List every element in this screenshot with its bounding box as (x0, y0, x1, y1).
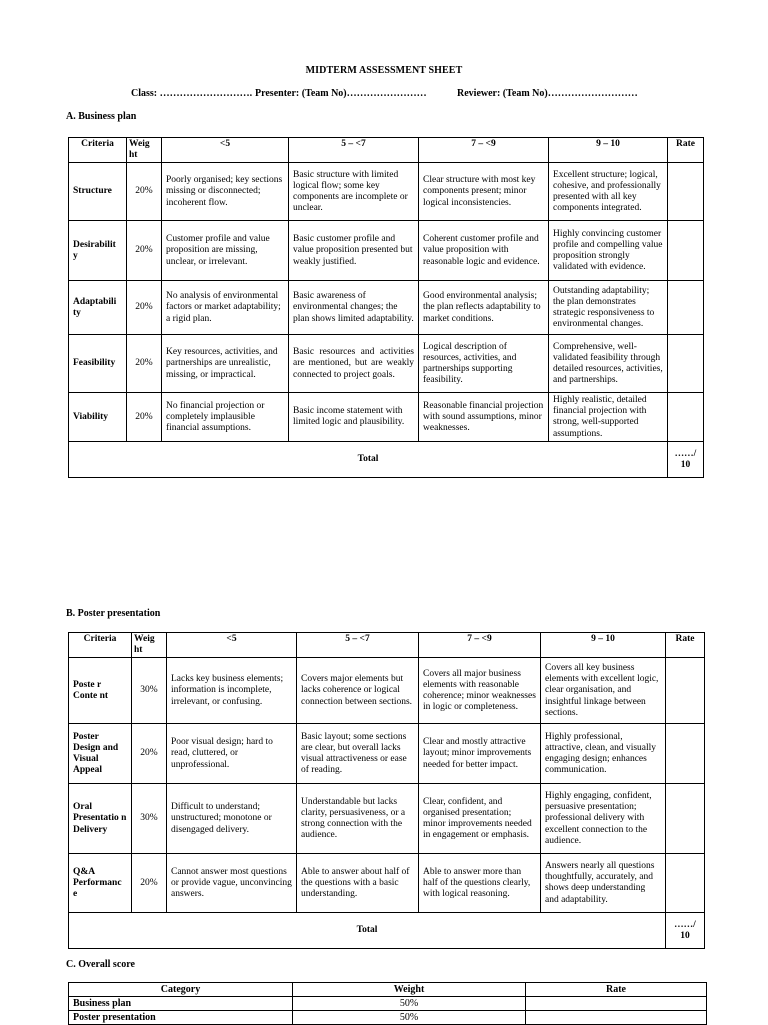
weight-header: Weight (293, 983, 526, 997)
poster-presentation-table (68, 632, 705, 949)
criteria-cell: Poste r Conte nt (69, 658, 132, 724)
descriptor-cell: Covers all key business elements with excellent logic, clear organisation, and insightful linkage between sections. (541, 658, 666, 724)
rate-header: Rate (666, 633, 705, 658)
class-field: Class: ………………………. (131, 88, 253, 99)
descriptor-cell: Able to answer about half of the questions with a basic understanding. (297, 854, 419, 913)
descriptor-cell: Clear and mostly attractive layout; minor improvements needed for better impact. (419, 724, 541, 784)
rate-header: Rate (668, 138, 704, 163)
rate-cell[interactable] (668, 163, 704, 221)
descriptor-cell: Basic structure with limited logical flow; some key components are incomplete or unclear. (289, 163, 419, 221)
weight-cell: 20% (127, 281, 162, 335)
total-rate-cell[interactable]: ……/ 10 (668, 442, 704, 478)
rate-header: Rate (526, 983, 707, 997)
total-rate-cell[interactable]: ……/ 10 (666, 913, 705, 949)
weight-header: Weig ht (127, 138, 162, 163)
weight-cell: 20% (127, 335, 162, 393)
rate-cell[interactable] (668, 393, 704, 442)
table-row (69, 658, 705, 724)
rate-cell[interactable] (668, 335, 704, 393)
score-band-header: 5 – <7 (297, 633, 419, 658)
descriptor-cell: Key resources, activities, and partnerships are unrealistic, missing, or impractical. (162, 335, 289, 393)
descriptor-cell: Lacks key business elements; information is incomplete, irrelevant, or confusing. (167, 658, 297, 724)
rate-cell[interactable] (666, 854, 705, 913)
table-row (69, 393, 704, 442)
table-row (69, 1011, 707, 1025)
descriptor-cell: Cannot answer most questions or provide vague, unconvincing answers. (167, 854, 297, 913)
descriptor-cell: Basic customer profile and value proposition presented but weakly justified. (289, 221, 419, 281)
rate-cell[interactable] (526, 997, 707, 1011)
criteria-cell: Q&A Performanc e (69, 854, 132, 913)
section-c-heading: C. Overall score (66, 959, 135, 970)
category-cell: Poster presentation (69, 1011, 293, 1025)
descriptor-cell: Poor visual design; hard to read, cluttered, or unprofessional. (167, 724, 297, 784)
reviewer-field: Reviewer: (Team No)……………………… (457, 88, 638, 99)
table-row (69, 784, 705, 854)
descriptor-cell: Clear structure with most key components present; minor logical inconsistencies. (419, 163, 549, 221)
score-band-header: 9 – 10 (549, 138, 668, 163)
criteria-header: Criteria (69, 138, 127, 163)
descriptor-cell: Able to answer more than half of the questions clearly, with logical reasoning. (419, 854, 541, 913)
table-row (69, 221, 704, 281)
presenter-field: Presenter: (Team No)…………………… (255, 88, 427, 99)
score-band-header: 5 – <7 (289, 138, 419, 163)
descriptor-cell: Clear, confident, and organised presentation; minor improvements needed in engagement or emphasis. (419, 784, 541, 854)
descriptor-cell: Poorly organised; key sections missing or disconnected; incoherent flow. (162, 163, 289, 221)
table-row (69, 335, 704, 393)
score-band-header: 7 – <9 (419, 633, 541, 658)
weight-header: Weig ht (132, 633, 167, 658)
criteria-cell: Oral Presentatio n Delivery (69, 784, 132, 854)
descriptor-cell: No analysis of environmental factors or market adaptability; a rigid plan. (162, 281, 289, 335)
total-row (69, 913, 705, 949)
rate-cell[interactable] (666, 658, 705, 724)
score-band-header: <5 (167, 633, 297, 658)
table-row (69, 854, 705, 913)
descriptor-cell: Basic income statement with limited logic and plausibility. (289, 393, 419, 442)
criteria-cell: Adaptabili ty (69, 281, 127, 335)
section-b-heading: B. Poster presentation (66, 608, 161, 619)
table-row (69, 281, 704, 335)
rate-cell[interactable] (666, 784, 705, 854)
rate-cell[interactable] (668, 281, 704, 335)
descriptor-cell: Highly engaging, confident, persuasive presentation; professional delivery with excellent connection to the audience. (541, 784, 666, 854)
rate-cell[interactable] (668, 221, 704, 281)
weight-cell: 30% (132, 784, 167, 854)
table-row (69, 163, 704, 221)
descriptor-cell: Covers all major business elements with reasonable coherence; minor weaknesses in logic or completeness. (419, 658, 541, 724)
descriptor-cell: Customer profile and value proposition are missing, unclear, or irrelevant. (162, 221, 289, 281)
descriptor-cell: Comprehensive, well-validated feasibility through detailed resources, activities, and partnerships. (549, 335, 668, 393)
weight-cell: 20% (132, 724, 167, 784)
descriptor-cell: Basic awareness of environmental changes; the plan shows limited adaptability. (289, 281, 419, 335)
descriptor-cell: Covers major elements but lacks coherence or logical connection between sections. (297, 658, 419, 724)
weight-cell: 20% (127, 163, 162, 221)
descriptor-cell: No financial projection or completely implausible financial assumptions. (162, 393, 289, 442)
document-title: MIDTERM ASSESSMENT SHEET (305, 65, 463, 76)
descriptor-cell: Excellent structure; logical, cohesive, and professionally presented with all key components integrated. (549, 163, 668, 221)
rate-cell[interactable] (666, 724, 705, 784)
descriptor-cell: Coherent customer profile and value proposition with reasonable logic and evidence. (419, 221, 549, 281)
overall-score-table (68, 982, 707, 1025)
descriptor-cell: Difficult to understand; unstructured; monotone or disengaged delivery. (167, 784, 297, 854)
weight-cell: 30% (132, 658, 167, 724)
score-band-header: <5 (162, 138, 289, 163)
score-band-header: 9 – 10 (541, 633, 666, 658)
weight-cell: 20% (127, 221, 162, 281)
criteria-cell: Desirabilit y (69, 221, 127, 281)
descriptor-cell: Basic resources and activities are mentioned, but are weakly connected to project goals. (289, 335, 419, 393)
descriptor-cell: Highly realistic, detailed financial projection with strong, well-supported assumptions. (549, 393, 668, 442)
weight-cell: 50% (293, 997, 526, 1011)
score-band-header: 7 – <9 (419, 138, 549, 163)
descriptor-cell: Basic layout; some sections are clear, but overall lacks visual attractiveness or ease of reading. (297, 724, 419, 784)
descriptor-cell: Logical description of resources, activities, and partnerships supporting feasibility. (419, 335, 549, 393)
business-plan-table (68, 137, 704, 478)
table-row (69, 997, 707, 1011)
descriptor-cell: Highly professional, attractive, clean, and visually engaging design; enhances communication. (541, 724, 666, 784)
total-label: Total (69, 442, 668, 478)
descriptor-cell: Answers nearly all questions thoughtfully, accurately, and shows deep understanding and adaptability. (541, 854, 666, 913)
rate-cell[interactable] (526, 1011, 707, 1025)
criteria-cell: Feasibility (69, 335, 127, 393)
total-label: Total (69, 913, 666, 949)
weight-cell: 20% (127, 393, 162, 442)
table-row (69, 724, 705, 784)
table-header-row (69, 633, 705, 658)
criteria-cell: Poster Design and Visual Appeal (69, 724, 132, 784)
table-header-row (69, 983, 707, 997)
category-cell: Business plan (69, 997, 293, 1011)
descriptor-cell: Outstanding adaptability; the plan demonstrates strategic responsiveness to environmental changes. (549, 281, 668, 335)
total-row (69, 442, 704, 478)
weight-cell: 50% (293, 1011, 526, 1025)
weight-cell: 20% (132, 854, 167, 913)
table-header-row (69, 138, 704, 163)
descriptor-cell: Good environmental analysis; the plan reflects adaptability to market conditions. (419, 281, 549, 335)
category-header: Category (69, 983, 293, 997)
descriptor-cell: Highly convincing customer profile and compelling value proposition strongly validated with evidence. (549, 221, 668, 281)
descriptor-cell: Understandable but lacks clarity, persuasiveness, or a strong connection with the audience. (297, 784, 419, 854)
criteria-cell: Structure (69, 163, 127, 221)
criteria-cell: Viability (69, 393, 127, 442)
section-a-heading: A. Business plan (66, 111, 137, 122)
descriptor-cell: Reasonable financial projection with sound assumptions, minor weaknesses. (419, 393, 549, 442)
criteria-header: Criteria (69, 633, 132, 658)
